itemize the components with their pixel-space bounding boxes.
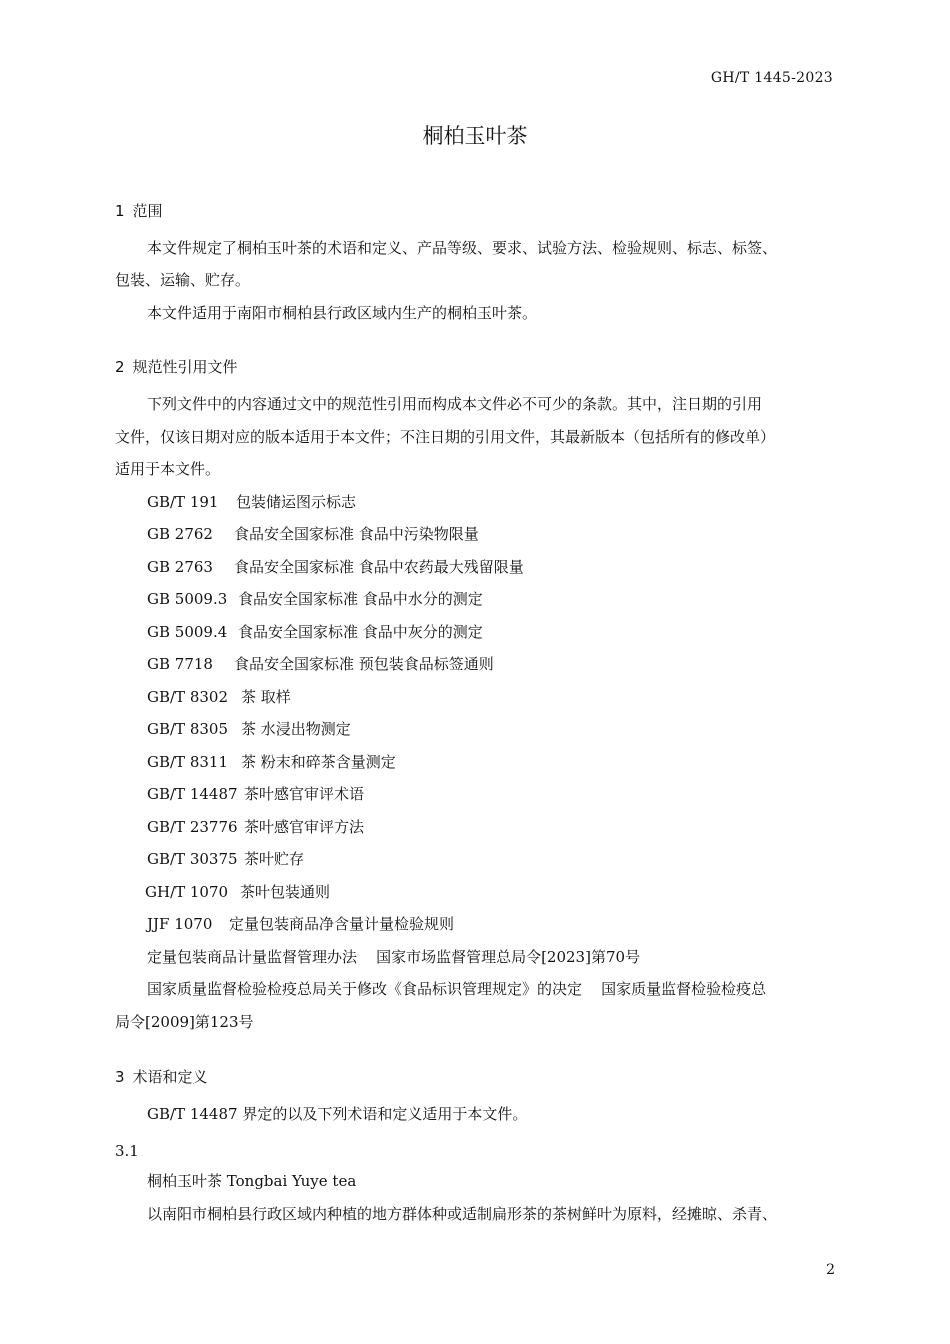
section-1-title: 范围 <box>132 202 163 220</box>
reference-item <box>147 616 483 648</box>
s3-intro: GB/T 14487 界定的以及下列术语和定义适用于本文件。 <box>147 1105 528 1123</box>
reference-title: 食品安全国家标准 食品中灰分的测定 <box>238 623 483 641</box>
reference-code: GB 5009.3 <box>147 590 228 608</box>
reference-code: GB/T 14487 <box>147 785 238 803</box>
reference-item <box>147 811 364 843</box>
reference-item <box>147 551 524 583</box>
reference-item <box>147 486 356 518</box>
reference-title: 包装储运图示标志 <box>236 493 357 511</box>
reference-item <box>147 518 479 550</box>
standard-code: GH/T 1445-2023 <box>710 70 833 86</box>
reference-title: 茶叶包装通则 <box>240 883 331 901</box>
document-title: 桐柏玉叶茶 <box>422 124 528 148</box>
reference-title: 茶叶感官审评方法 <box>244 818 365 836</box>
section-3-heading <box>115 1066 208 1087</box>
reference-title: 食品安全国家标准 食品中农药最大残留限量 <box>234 558 524 576</box>
section-3-number: 3 <box>115 1068 125 1086</box>
section-2-number: 2 <box>115 358 125 376</box>
reference-title: 茶叶贮存 <box>244 850 305 868</box>
reference-title: 茶叶感官审评术语 <box>244 785 365 803</box>
reference-code: GB/T 8311 <box>147 753 229 771</box>
reference-title: 定量包装商品净含量计量检验规则 <box>229 915 455 933</box>
reference-title: 食品安全国家标准 食品中水分的测定 <box>238 590 483 608</box>
reference-title: 食品安全国家标准 食品中污染物限量 <box>234 525 479 543</box>
section-2-heading <box>115 356 238 377</box>
s2-intro-line2: 文件，仅该日期对应的版本适用于本文件；不注日期的引用文件，其最新版本（包括所有的修改单） <box>115 428 776 446</box>
s1-para2: 本文件适用于南阳市桐柏县行政区域内生产的桐柏玉叶茶。 <box>147 304 538 322</box>
reference-regulation-1: 定量包装商品计量监督管理办法 国家市场监督管理总局令[2023]第70号 <box>147 948 641 966</box>
reference-item <box>147 713 351 745</box>
reference-regulation-2-line2: 局令[2009]第123号 <box>115 1013 254 1031</box>
reference-code: GB 7718 <box>147 655 213 673</box>
s1-para1-line1: 本文件规定了桐柏玉叶茶的术语和定义、产品等级、要求、试验方法、检验规则、标志、标签、 <box>147 239 778 257</box>
reference-code: GB 2763 <box>147 558 213 576</box>
term-definition-line1: 以南阳市桐柏县行政区域内种植的地方群体种或适制扁形茶的茶树鲜叶为原料，经摊晾、杀青、 <box>147 1205 778 1223</box>
reference-title: 茶 粉末和碎茶含量测定 <box>241 753 396 771</box>
reference-item <box>147 843 304 875</box>
reference-code: GB/T 191 <box>147 493 219 511</box>
page-number: 2 <box>826 1262 835 1278</box>
reference-code: GB/T 30375 <box>147 850 238 868</box>
section-1-number: 1 <box>115 202 125 220</box>
reference-item <box>145 876 330 908</box>
reference-code: JJF 1070 <box>147 915 213 933</box>
s2-intro-line1: 下列文件中的内容通过文中的规范性引用而构成本文件必不可少的条款。其中，注日期的引用 <box>147 395 763 413</box>
reference-regulation-2-line1: 国家质量监督检验检疫总局关于修改《食品标识管理规定》的决定 国家质量监督检验检疫总 <box>147 980 767 998</box>
section-1-heading <box>115 200 163 221</box>
reference-item <box>147 648 494 680</box>
term-english: Tongbai Yuye tea <box>226 1172 357 1190</box>
reference-title: 茶 取样 <box>241 688 291 706</box>
reference-code: GB/T 8305 <box>147 720 229 738</box>
reference-title: 食品安全国家标准 预包装食品标签通则 <box>234 655 494 673</box>
reference-item <box>147 746 396 778</box>
section-2-title: 规范性引用文件 <box>132 358 238 376</box>
term-chinese: 桐柏玉叶茶 <box>147 1172 223 1190</box>
reference-item <box>147 583 483 615</box>
reference-item <box>147 778 364 810</box>
reference-code: GB/T 8302 <box>147 688 229 706</box>
reference-item <box>147 908 454 940</box>
s2-intro-line3: 适用于本文件。 <box>115 460 221 478</box>
reference-code: GH/T 1070 <box>145 883 229 901</box>
reference-code: GB/T 23776 <box>147 818 238 836</box>
reference-item <box>147 681 291 713</box>
reference-code: GB 2762 <box>147 525 213 543</box>
term-number: 3.1 <box>115 1142 139 1160</box>
term-heading <box>147 1170 356 1191</box>
section-3-title: 术语和定义 <box>132 1068 208 1086</box>
s1-para1-line2: 包装、运输、贮存。 <box>115 271 251 289</box>
reference-code: GB 5009.4 <box>147 623 228 641</box>
reference-title: 茶 水浸出物测定 <box>241 720 351 738</box>
